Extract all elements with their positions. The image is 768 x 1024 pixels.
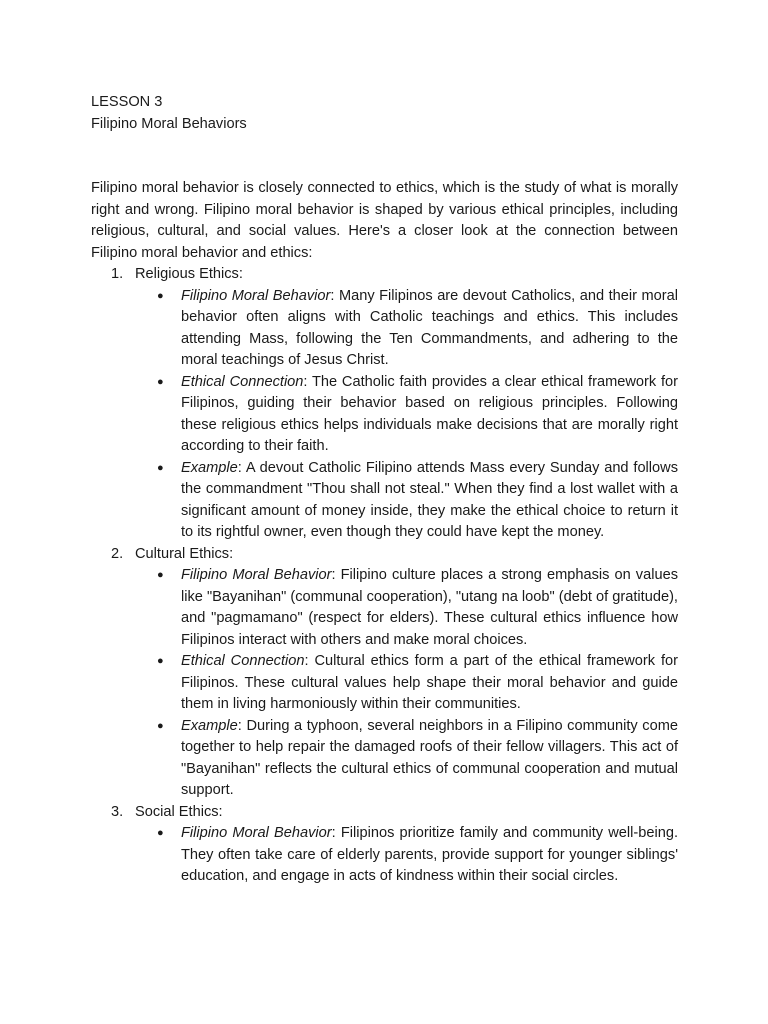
bullet-icon: ● <box>157 461 164 474</box>
point-text: The Catholic faith provides a clear ethical framework for Filipinos, guiding their behavior based on religious principles. Following these religious ethics helps individuals make decisions that are morally right according to their faith. <box>181 373 678 454</box>
bullet-icon: ● <box>157 569 164 581</box>
section-religious-ethics <box>91 264 678 544</box>
section-title: Cultural Ethics: <box>135 545 234 562</box>
point-term: Ethical Connection <box>181 653 305 669</box>
document-page <box>91 91 678 888</box>
point-separator: : <box>331 825 336 841</box>
bullet-icon: ● <box>157 655 164 667</box>
section-points <box>135 286 678 544</box>
list-item <box>135 372 678 458</box>
point-term: Ethical Connection <box>181 373 304 390</box>
point-text: Filipino culture places a strong emphasis on values like "Bayanihan" (communal cooperation), "utang na loob" (debt of gratitude), and "pagmamano" (respect for elders). These cultural ethics influence how Filipinos interact with others and make moral choices. <box>181 567 678 648</box>
lesson-title: Filipino Moral Behaviors <box>91 116 247 132</box>
point-separator: : <box>303 373 308 390</box>
section-title: Social Ethics: <box>135 803 223 820</box>
point-text: Filipinos prioritize family and community well-being. They often take care of elderly parents, provide support for younger siblings' education, and engage in acts of kindness within their social circles. <box>181 825 679 884</box>
section-points <box>135 823 678 888</box>
section-number: 2. <box>111 545 124 562</box>
point-term: Filipino Moral Behavior <box>181 567 332 583</box>
bullet-icon: ● <box>157 289 164 302</box>
point-text: Many Filipinos are devout Catholics, and their moral behavior often aligns with Catholic teachings and ethics. This includes attending Mass, following the Ten Commandments, and adhering to the moral teachings of Jesus Christ. <box>181 287 678 368</box>
list-item <box>135 565 678 651</box>
point-separator: : <box>237 717 242 734</box>
bullet-icon: ● <box>157 375 164 388</box>
point-text: Cultural ethics form a part of the ethical framework for Filipinos. These cultural values help shape their moral behavior and guide them in living harmoniously within their communities. <box>181 653 678 712</box>
list-item <box>135 458 678 544</box>
intro-paragraph: Filipino moral behavior is closely connected to ethics, which is the study of what is morally right and wrong. Filipino moral behavior is shaped by various ethical principles, including religious, cultural, and social values. Here's a closer look at the connection between Filipino moral behavior and ethics: <box>91 180 678 261</box>
point-term: Example <box>181 459 238 476</box>
section-cultural-ethics <box>91 544 678 802</box>
bullet-icon: ● <box>157 719 164 732</box>
point-term: Filipino Moral Behavior <box>181 287 331 304</box>
list-item <box>135 286 678 372</box>
section-number: 3. <box>111 803 124 820</box>
point-separator: : <box>331 567 336 583</box>
point-term: Filipino Moral Behavior <box>181 825 332 841</box>
list-item <box>135 716 678 802</box>
point-separator: : <box>330 287 335 304</box>
list-item <box>135 651 678 716</box>
ethics-sections-list <box>91 264 678 888</box>
point-separator: : <box>304 653 309 669</box>
section-number: 1. <box>111 266 124 282</box>
section-social-ethics <box>91 802 678 888</box>
point-term: Example <box>181 717 238 734</box>
list-item <box>135 823 678 888</box>
section-points <box>135 565 678 802</box>
bullet-icon: ● <box>157 827 164 839</box>
point-separator: : <box>237 459 242 476</box>
lesson-number: LESSON 3 <box>91 94 163 110</box>
point-text: A devout Catholic Filipino attends Mass every Sunday and follows the commandment "Thou shall not steal." When they find a lost wallet with a significant amount of money inside, they make the ethical choice to return it to its rightful owner, even though they could have kept the money. <box>181 459 678 540</box>
point-text: During a typhoon, several neighbors in a Filipino community come together to help repair the damaged roofs of their fellow villagers. This act of "Bayanihan" reflects the cultural ethics of communal cooperation and mutual support. <box>181 717 678 798</box>
section-title: Religious Ethics: <box>135 266 243 282</box>
